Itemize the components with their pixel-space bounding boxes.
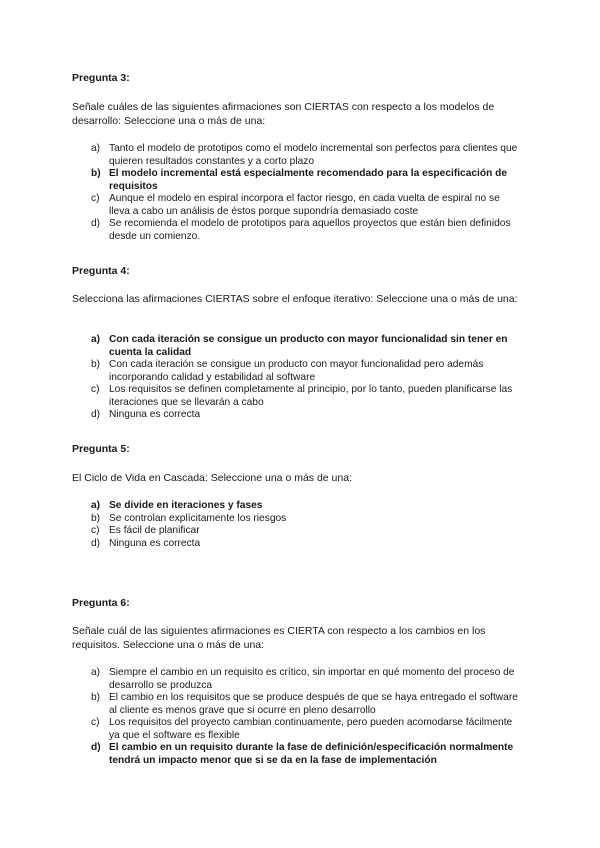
option-letter: b) <box>91 512 101 524</box>
option-text: Ninguna es correcta <box>109 409 201 420</box>
option-text: Con cada iteración se consigue un producto con mayor funcionalidad pero además incorporando calidad y estabilidad al software <box>109 359 484 383</box>
option-d[interactable] <box>91 538 523 551</box>
option-letter: a) <box>91 334 101 345</box>
option-a[interactable] <box>91 667 523 692</box>
option-letter: a) <box>91 143 101 154</box>
question-prompt: El Ciclo de Vida en Cascada: Seleccione una o más de una: <box>72 472 352 484</box>
option-d[interactable] <box>91 742 523 767</box>
option-text: Ninguna es correcta <box>109 537 201 549</box>
question-title: Pregunta 3: <box>72 72 130 84</box>
option-text: El cambio en los requisitos que se produce después de que se haya entregado el software al cliente es menos grave que si ocurre en pleno desarrollo <box>109 692 518 716</box>
option-letter: b) <box>91 359 101 370</box>
option-d[interactable] <box>91 218 523 243</box>
option-c[interactable] <box>91 193 523 218</box>
option-letter: c) <box>91 384 100 395</box>
option-letter: d) <box>91 218 101 229</box>
option-text: Se recomienda el modelo de prototipos para aquellos proyectos que están bien definidos desde un comienzo. <box>109 218 511 242</box>
option-text: Se divide en iteraciones y fases <box>109 500 263 511</box>
option-letter: c) <box>91 525 100 536</box>
option-text: Siempre el cambio en un requisito es crítico, sin importar en qué momento del proceso de desarrollo se produzca <box>109 667 515 691</box>
options-list <box>91 334 523 422</box>
option-letter: a) <box>91 500 101 511</box>
option-a[interactable] <box>91 500 523 513</box>
question-title: Pregunta 6: <box>72 597 130 609</box>
option-a[interactable] <box>91 143 523 168</box>
options-list <box>91 500 523 550</box>
option-text: Los requisitos se definen completamente al principio, por lo tanto, pueden planificarse las iteraciones que se llevarán a cabo <box>109 384 513 408</box>
question-prompt: Selecciona las afirmaciones CIERTAS sobre el enfoque iterativo: Seleccione una o más de una: <box>72 293 518 305</box>
options-list <box>91 667 523 767</box>
option-text: Aunque el modelo en espiral incorpora el factor riesgo, en cada vuelta de espiral no se lleva a cabo un análisis de éstos porque supondría demasiado coste <box>109 193 500 217</box>
question-title: Pregunta 4: <box>72 265 130 277</box>
option-b[interactable] <box>91 168 523 193</box>
option-letter: a) <box>91 667 101 678</box>
option-letter: b) <box>91 168 101 179</box>
option-text: Se controlan explícitamente los riesgos <box>109 512 287 524</box>
question-title: Pregunta 5: <box>72 443 130 455</box>
option-b[interactable] <box>91 359 523 384</box>
option-letter: c) <box>91 717 100 728</box>
option-text: Tanto el modelo de prototipos como el modelo incremental son perfectos para clientes que quieren resultados constantes y a corto plazo <box>109 143 518 167</box>
option-c[interactable] <box>91 525 523 538</box>
option-text: El cambio en un requisito durante la fase de definición/especificación normalmente tendrá un impacto menor que si se da en la fase de implementación <box>109 742 514 766</box>
option-c[interactable] <box>91 717 523 742</box>
option-c[interactable] <box>91 384 523 409</box>
option-text: Con cada iteración se consigue un producto con mayor funcionalidad sin tener en cuenta la calidad <box>109 334 508 358</box>
option-letter: d) <box>91 409 101 420</box>
option-text: Los requisitos del proyecto cambian continuamente, pero pueden acomodarse fácilmente ya que el software es flexible <box>109 717 513 741</box>
option-letter: c) <box>91 193 100 204</box>
option-text: El modelo incremental está especialmente recomendado para la especificación de requisitos <box>109 168 508 192</box>
question-prompt: Señale cuál de las siguientes afirmaciones es CIERTA con respecto a los cambios en los requisitos. Seleccione una o más de una: <box>72 625 486 651</box>
option-text: Es fácil de planificar <box>109 525 200 536</box>
option-a[interactable] <box>91 334 523 359</box>
option-letter: d) <box>91 742 101 753</box>
option-letter: d) <box>91 537 101 549</box>
option-letter: b) <box>91 692 101 703</box>
option-b[interactable] <box>91 513 523 526</box>
option-d[interactable] <box>91 409 523 422</box>
question-prompt: Señale cuáles de las siguientes afirmaciones son CIERTAS con respecto a los modelos de desarrollo: Seleccione una o más de una: <box>72 101 495 127</box>
option-b[interactable] <box>91 692 523 717</box>
options-list <box>91 143 523 243</box>
